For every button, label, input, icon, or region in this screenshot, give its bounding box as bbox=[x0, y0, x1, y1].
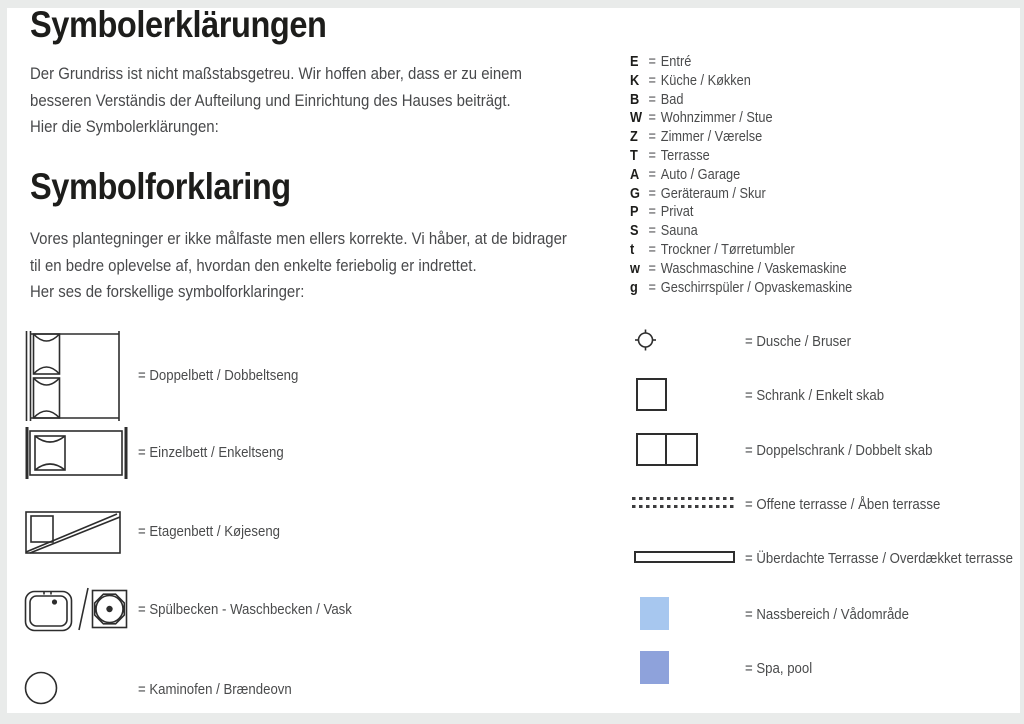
equals-sign: = bbox=[648, 91, 656, 108]
double-bed-icon bbox=[24, 331, 122, 421]
symbol-label: = Kaminofen / Brændeovn bbox=[138, 681, 292, 698]
room-code: t bbox=[630, 241, 635, 258]
room-code-row bbox=[630, 54, 852, 73]
room-code-name: Bad bbox=[660, 91, 684, 108]
room-code: E bbox=[630, 54, 639, 70]
room-code-name: Privat bbox=[660, 204, 694, 221]
bunk-bed-icon bbox=[25, 511, 121, 554]
symbol-label: = Nassbereich / Vådområde bbox=[745, 606, 909, 623]
equals-sign: = bbox=[648, 241, 656, 258]
german-intro-line-2: besseren Verständis der Aufteilung und Einrichtung des Hauses beiträgt. bbox=[30, 90, 511, 110]
danish-intro-line-3: Her ses de forskellige symbolforklaringer: bbox=[30, 282, 305, 301]
room-code: W bbox=[630, 110, 643, 127]
equals-sign: = bbox=[648, 147, 656, 164]
symbol-label: = Doppelschrank / Dobbelt skab bbox=[745, 442, 933, 459]
open-terrace-icon bbox=[632, 497, 734, 508]
german-intro bbox=[30, 61, 589, 141]
equals-sign: = bbox=[648, 129, 656, 146]
symbol-label: = Spülbecken - Waschbecken / Vask bbox=[138, 601, 352, 618]
spa-pool-swatch bbox=[640, 651, 669, 684]
equals-sign: = bbox=[648, 72, 656, 89]
room-code: w bbox=[630, 260, 640, 277]
sink-washbasin-icon bbox=[24, 586, 128, 632]
room-code-row bbox=[630, 148, 852, 167]
room-code-name: Geschirrspüler / Opvaskemaskine bbox=[660, 279, 853, 296]
equals-sign: = bbox=[648, 204, 656, 221]
room-code-row bbox=[630, 129, 852, 148]
equals-sign: = bbox=[648, 223, 656, 240]
symbol-label: = Überdachte Terrasse / Overdækket terrasse bbox=[745, 550, 1013, 567]
symbol-label: = Etagenbett / Køjeseng bbox=[138, 523, 281, 540]
equals-sign: = bbox=[648, 166, 656, 183]
room-code-name: Küche / Køkken bbox=[660, 72, 751, 89]
shower-icon bbox=[632, 326, 659, 353]
room-code: S bbox=[630, 223, 639, 240]
room-code: G bbox=[630, 185, 640, 202]
room-code-name: Entré bbox=[660, 54, 692, 70]
covered-terrace-icon bbox=[634, 551, 735, 563]
danish-intro-line-2: til en bedre oplevelse af, hvordan den enkelte feriebolig er indrettet. bbox=[30, 255, 477, 275]
cabinet-cell bbox=[667, 433, 698, 466]
danish-intro bbox=[30, 226, 640, 306]
room-code-row bbox=[630, 223, 852, 242]
room-code: B bbox=[630, 91, 640, 108]
equals-sign: = bbox=[648, 279, 656, 296]
room-code-row bbox=[630, 92, 852, 111]
symbol-label: = Einzelbett / Enkeltseng bbox=[138, 444, 284, 461]
german-intro-line-1: Der Grundriss ist nicht maßstabsgetreu. Wir hoffen aber, dass er zu einem bbox=[30, 64, 522, 83]
room-code-name: Terrasse bbox=[660, 147, 710, 164]
room-code-name: Trockner / Tørretumbler bbox=[660, 241, 795, 258]
equals-sign: = bbox=[648, 54, 656, 70]
room-code: T bbox=[630, 147, 638, 164]
room-code: K bbox=[630, 72, 640, 89]
equals-sign: = bbox=[648, 185, 656, 202]
symbol-label: = Spa, pool bbox=[745, 660, 813, 677]
room-code-row bbox=[630, 73, 852, 92]
equals-sign: = bbox=[648, 110, 656, 127]
symbol-label: = Dusche / Bruser bbox=[745, 333, 852, 350]
room-code-name: Geräteraum / Skur bbox=[660, 185, 766, 202]
room-code-list bbox=[630, 54, 852, 298]
room-code: P bbox=[630, 204, 639, 221]
single-cabinet-icon bbox=[636, 378, 667, 411]
room-code-name: Zimmer / Værelse bbox=[660, 129, 763, 146]
room-code-row bbox=[630, 204, 852, 223]
room-code-row bbox=[630, 110, 852, 129]
room-code: g bbox=[630, 279, 638, 296]
wet-area-swatch bbox=[640, 597, 669, 630]
room-code-name: Wohnzimmer / Stue bbox=[660, 110, 773, 127]
room-code-name: Sauna bbox=[660, 223, 698, 240]
room-code-row bbox=[630, 186, 852, 205]
room-code-row bbox=[630, 261, 852, 280]
german-title: Symbolerklärungen bbox=[30, 4, 327, 45]
room-code-row bbox=[630, 280, 852, 299]
danish-title: Symbolforklaring bbox=[30, 166, 291, 207]
symbol-label: = Schrank / Enkelt skab bbox=[745, 387, 885, 404]
symbol-label: = Doppelbett / Dobbeltseng bbox=[138, 367, 299, 384]
room-code-row bbox=[630, 167, 852, 186]
room-code: A bbox=[630, 166, 640, 183]
wood-stove-icon bbox=[24, 671, 58, 705]
room-code-name: Waschmaschine / Vaskemaskine bbox=[660, 260, 847, 277]
room-code-row bbox=[630, 242, 852, 261]
equals-sign: = bbox=[648, 260, 656, 277]
danish-intro-line-1: Vores plantegninger er ikke målfaste men ellers korrekte. Vi håber, at de bidrager bbox=[30, 229, 567, 248]
room-code: Z bbox=[630, 129, 638, 146]
single-bed-icon bbox=[24, 427, 130, 479]
german-intro-line-3: Hier die Symbolerklärungen: bbox=[30, 117, 219, 136]
room-code-name: Auto / Garage bbox=[660, 166, 741, 183]
cabinet-cell bbox=[636, 433, 667, 466]
symbol-label: = Offene terrasse / Åben terrasse bbox=[745, 496, 941, 513]
double-cabinet-icon bbox=[636, 433, 698, 466]
